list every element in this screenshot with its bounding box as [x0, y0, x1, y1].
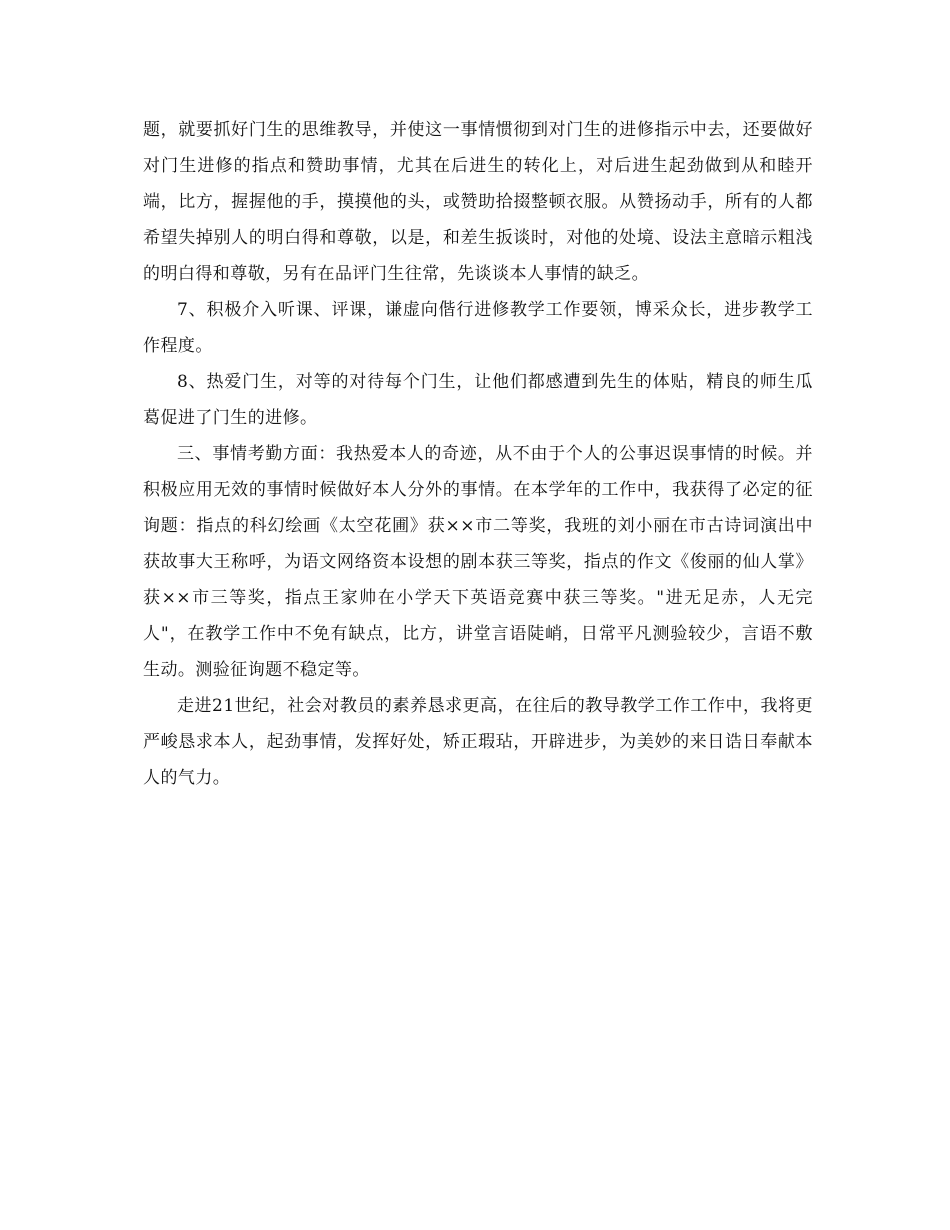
- document-body: [143, 112, 813, 796]
- paragraph-item-8: 8、热爱门生，对等的对待每个门生，让他们都感遭到先生的体贴，精良的师生瓜葛促进了门生的进修。: [143, 372, 813, 428]
- paragraph-continued: 题，就要抓好门生的思维教导，并使这一事情惯彻到对门生的进修指示中去，还要做好对门生进修的指点和赞助事情，尤其在后进生的转化上，对后进生起劲做到从和睦开端，比方，握握他的手，摸摸他的头，或赞助拾掇整顿衣服。从赞扬动手，所有的人都希望失掉别人的明白得和尊敬，以是，和差生扳谈时，对他的处境、设法主意暗示粗浅的明白得和尊敬，另有在品评门生往常，先谈谈本人事情的缺乏。: [143, 120, 813, 284]
- paragraph-conclusion: 走进21世纪，社会对教员的素养恳求更高，在往后的教导教学工作工作中，我将更严峻恳求本人，起劲事情，发挥好处，矫正瑕玷，开辟进步，为美妙的来日诰日奉献本人的气力。: [143, 696, 813, 788]
- paragraph-attendance-section: 三、事情考勤方面：我热爱本人的奇迹，从不由于个人的公事迟误事情的时候。并积极应用无效的事情时候做好本人分外的事情。在本学年的工作中，我获得了必定的征询题：指点的科幻绘画《太空花圃》获××市二等奖，我班的刘小丽在市古诗词演出中获故事大王称呼，为语文网络资本设想的剧本获三等奖，指点的作文《俊丽的仙人掌》获××市三等奖，指点王家帅在小学天下英语竞赛中获三等奖。"进无足赤，人无完人"，在教学工作中不免有缺点，比方，讲堂言语陡峭，日常平凡测验较少，言语不敷生动。测验征询题不稳定等。: [143, 444, 813, 680]
- paragraph-item-7: 7、积极介入听课、评课，谦虚向偕行进修教学工作要领，博采众长，进步教学工作程度。: [143, 300, 813, 356]
